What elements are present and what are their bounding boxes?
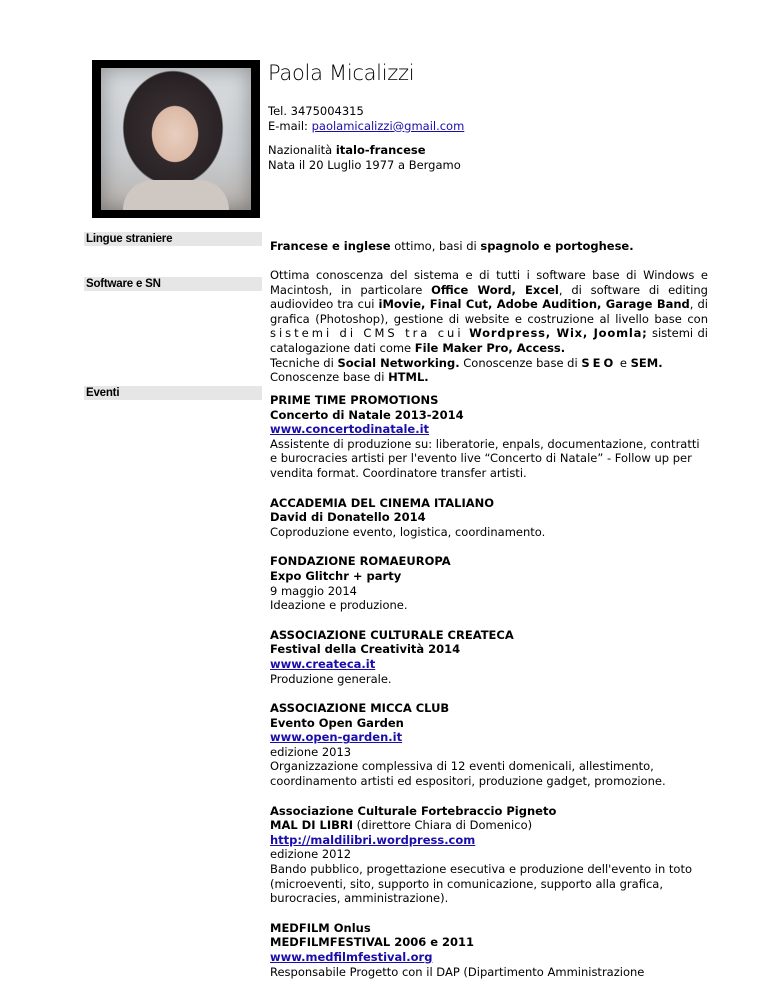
- event-desc: Ideazione e produzione.: [270, 598, 408, 613]
- event-link[interactable]: www.open-garden.it: [270, 730, 403, 745]
- event-desc: Organizzazione complessiva di 12 eventi domenicali, allestimento, coordinamento artisti ed espositori, produzione gadget, promozione.: [270, 759, 666, 789]
- event-date: 9 maggio 2014: [270, 583, 357, 598]
- software-t8: e: [616, 355, 631, 370]
- event-org: PRIME TIME PROMOTIONS: [270, 393, 439, 407]
- languages-basic: spagnolo e portoghese.: [480, 239, 634, 253]
- nationality-value: italo-francese: [335, 143, 426, 158]
- section-label-languages: Lingue straniere: [84, 232, 262, 246]
- event-link[interactable]: www.medfilmfestival.org: [270, 950, 433, 964]
- event-title-note: (direttore Chiara di Domenico): [353, 818, 533, 833]
- event-org: FONDAZIONE ROMAEUROPA: [270, 554, 451, 569]
- software-t3: , di grafica (Photoshop), gestione di website e costruzione al livello base con: [270, 297, 708, 326]
- section-label-events: Eventi: [84, 386, 262, 400]
- person-name: Paola Micalizzi: [268, 61, 415, 85]
- event-desc: Coproduzione evento, logistica, coordinamento.: [270, 524, 546, 539]
- software-t5: sistemi di catalogazione dati come: [270, 326, 709, 355]
- software-b4: File Maker Pro, Access.: [414, 340, 566, 355]
- event-org: Associazione Culturale Fortebraccio Pigneto: [270, 803, 557, 818]
- event-title: MEDFILMFESTIVAL 2006 e 2011: [270, 935, 475, 950]
- nationality-line: [268, 143, 464, 158]
- contact-block: [268, 104, 464, 172]
- event-item: [270, 554, 708, 612]
- section-label-software: Software e SN: [84, 277, 262, 291]
- photo-shoulders: [123, 180, 229, 210]
- birth-line: Nata il 20 Luglio 1977 a Bergamo: [268, 157, 461, 172]
- event-org: ASSOCIAZIONE MICCA CLUB: [270, 701, 450, 716]
- event-title: David di Donatello 2014: [270, 510, 426, 525]
- event-title: Concerto di Natale 2013-2014: [270, 407, 464, 422]
- event-date: edizione 2012: [270, 847, 352, 862]
- profile-photo-frame: [92, 60, 260, 218]
- software-b6: SEO: [581, 355, 617, 370]
- event-desc: Responsabile Progetto con il DAP (Dipartimento Amministrazione: [270, 964, 645, 979]
- languages-main: Francese e inglese: [270, 239, 391, 253]
- email-line: [268, 119, 464, 134]
- event-title: Festival della Creatività 2014: [270, 642, 461, 657]
- event-item: [270, 393, 708, 481]
- events-list: [270, 393, 708, 994]
- software-t6: Tecniche di: [270, 355, 338, 370]
- software-b1: Office Word, Excel: [431, 282, 559, 297]
- event-link[interactable]: http://maldilibri.wordpress.com: [270, 832, 476, 847]
- event-item: [270, 804, 708, 906]
- event-item: [270, 628, 708, 686]
- email-link[interactable]: paolamicalizzi@gmail.com: [311, 118, 465, 133]
- software-b3: Wordpress, Wix, Joomla;: [463, 326, 648, 341]
- event-desc: Bando pubblico, progettazione esecutiva e produzione dell'evento in toto (microeventi, sito, supporto in comunicazione, supporto alla grafica, burocracies, amministrazione).: [270, 862, 692, 906]
- event-date: edizione 2013: [270, 744, 352, 759]
- software-t1: Ottima conoscenza del sistema e di tutti i software base di Windows e Macintosh, in particolare: [270, 268, 708, 297]
- event-link[interactable]: www.createca.it: [270, 656, 376, 671]
- event-title: Expo Glitchr + party: [270, 568, 402, 583]
- event-item: [270, 921, 708, 979]
- event-item: [270, 496, 708, 540]
- nationality-prefix: Nazionalità: [268, 143, 336, 158]
- software-b2: iMovie, Final Cut, Adobe Audition, Garage Band: [378, 297, 690, 312]
- event-link[interactable]: www.concertodinatale.it: [270, 422, 430, 437]
- event-desc: Assistente di produzione su: liberatorie, enpals, documentazione, contratti e burocracies artisti per l'evento live “Concerto di Natale” - Follow up per vendita format. Coordinatore transfer artisti.: [270, 436, 700, 480]
- languages-mid: ottimo, basi di: [390, 239, 481, 253]
- software-b5: Social Networking.: [337, 355, 460, 370]
- software-b7: SEM.: [630, 355, 663, 370]
- event-org: ACCADEMIA DEL CINEMA ITALIANO: [270, 495, 495, 510]
- email-prefix: E-mail:: [268, 118, 312, 133]
- software-t4: sistemi di CMS tra cui: [270, 326, 464, 341]
- event-desc: Produzione generale.: [270, 671, 392, 686]
- event-title: MAL DI LIBRI: [270, 818, 354, 833]
- software-b8: HTML.: [388, 370, 429, 385]
- event-org: ASSOCIAZIONE CULTURALE CREATECA: [270, 627, 514, 642]
- phone: Tel. 3475004315: [268, 104, 364, 118]
- software-text: [270, 268, 708, 385]
- profile-photo: [101, 68, 251, 210]
- software-t7: Conoscenze base di: [459, 355, 582, 370]
- languages-text: [270, 239, 708, 254]
- event-item: [270, 701, 708, 789]
- software-t2: , di software di editing audiovideo tra cui: [270, 282, 708, 312]
- software-t9: Conoscenze base di: [270, 370, 389, 385]
- event-title: Evento Open Garden: [270, 715, 404, 730]
- event-org: MEDFILM Onlus: [270, 920, 371, 935]
